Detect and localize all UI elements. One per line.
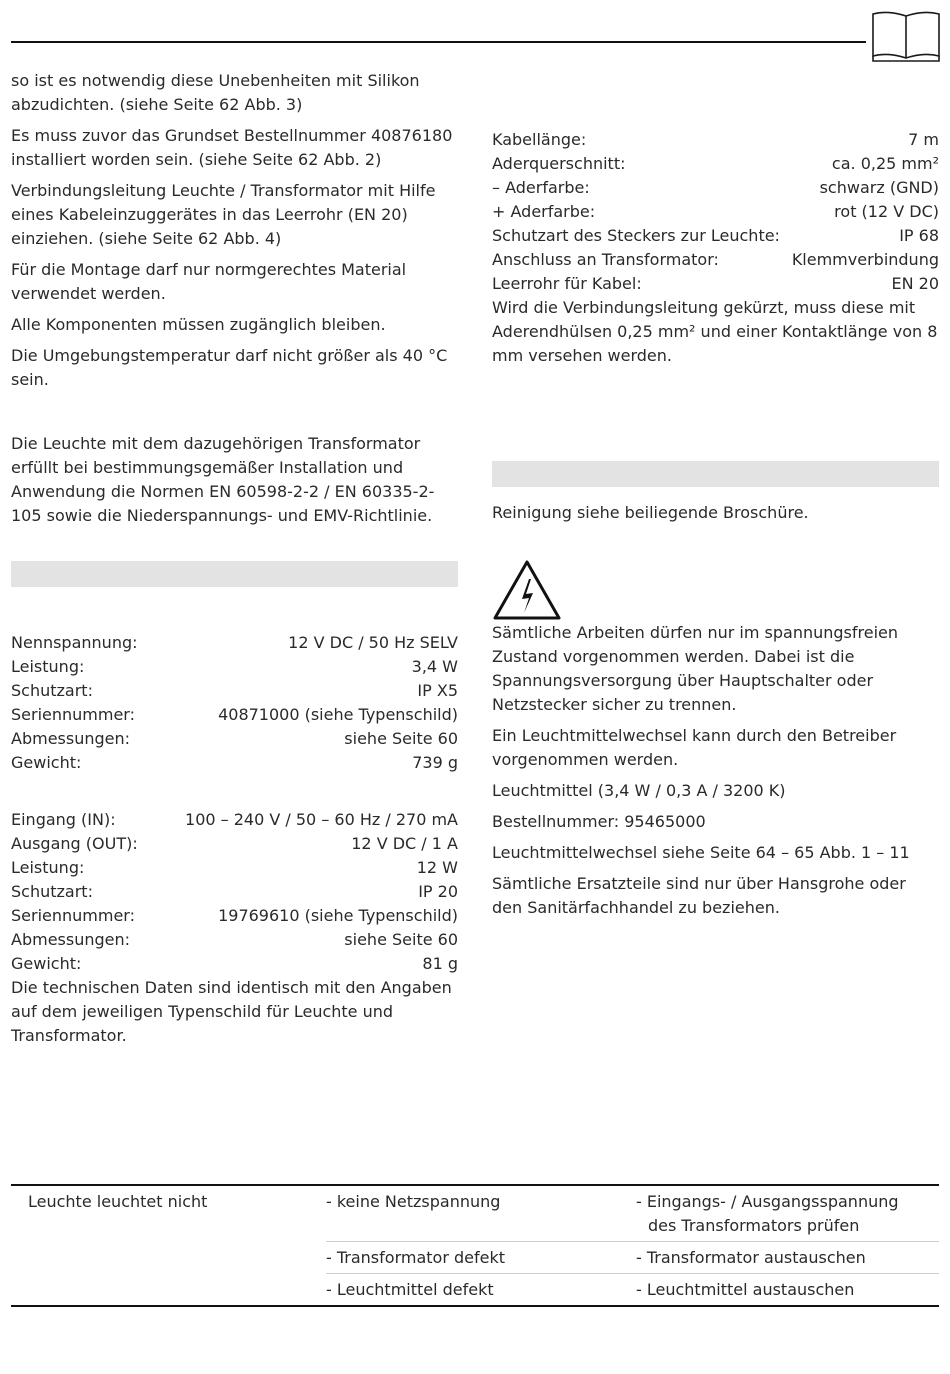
- paragraph: Leuchtmittelwechsel siehe Seite 64 – 65 Abb. 1 – 11: [492, 843, 910, 862]
- paragraph: Verbindungsleitung Leuchte / Transformator mit Hilfe eines Kabeleinzuggerätes in das Leerrohr (EN 20) einziehen. (siehe Seite 62 Abb. 4): [11, 181, 436, 248]
- spec-row: Gewicht: 81 g: [11, 954, 458, 973]
- cause-cell: - Transformator defekt: [326, 1242, 636, 1274]
- open-book-icon: [870, 8, 942, 64]
- spec-row: Gewicht: 739 g: [11, 753, 458, 772]
- cleaning-section: [492, 501, 939, 532]
- table-row: [326, 1274, 939, 1305]
- cleaning-text: Reinigung siehe beiliegende Broschüre.: [492, 503, 809, 522]
- spec-row: Ausgang (OUT): 12 V DC / 1 A: [11, 834, 458, 853]
- paragraph: Bestellnummer: 95465000: [492, 812, 706, 831]
- lamp-specs: [11, 631, 458, 775]
- spec-row: Seriennummer: 40871000 (siehe Typenschild): [11, 705, 458, 724]
- maintenance-section: [492, 559, 939, 927]
- spec-row: Eingang (IN): 100 – 240 V / 50 – 60 Hz / 270 mA: [11, 810, 458, 829]
- remedy-cell: - Transformator austauschen: [636, 1242, 939, 1274]
- spec-row: Leistung: 3,4 W: [11, 657, 458, 676]
- paragraph: Alle Komponenten müssen zugänglich bleiben.: [11, 315, 386, 334]
- paragraph: Die Umgebungstemperatur darf nicht größer als 40 °C sein.: [11, 346, 448, 389]
- cable-specs: [492, 128, 939, 375]
- paragraph: so ist es notwendig diese Unebenheiten mit Silikon abzudichten. (siehe Seite 62 Abb. 3): [11, 71, 420, 114]
- paragraph: Ein Leuchtmittelwechsel kann durch den Betreiber vorgenommen werden.: [492, 726, 897, 769]
- cable-note: Wird die Verbindungsleitung gekürzt, muss diese mit Aderendhülsen 0,25 mm² und einer Kontaktlänge von 8 mm versehen werden.: [492, 298, 938, 365]
- table-row: [326, 1186, 939, 1242]
- spec-row: + Aderfarbe: rot (12 V DC): [492, 202, 939, 221]
- spec-row: – Aderfarbe: schwarz (GND): [492, 178, 939, 197]
- paragraph: Für die Montage darf nur normgerechtes Material verwendet werden.: [11, 260, 407, 303]
- section-heading-bar: [11, 561, 458, 587]
- paragraph: Sämtliche Ersatzteile sind nur über Hansgrohe oder den Sanitärfachhandel zu beziehen.: [492, 874, 906, 917]
- paragraph: Leuchtmittel (3,4 W / 0,3 A / 3200 K): [492, 781, 786, 800]
- specs-note: Die technischen Daten sind identisch mit den Angaben auf dem jeweiligen Typenschild für Leuchte und Transformator.: [11, 978, 452, 1045]
- spec-row: Abmessungen: siehe Seite 60: [11, 930, 458, 949]
- spec-row: Anschluss an Transformator: Klemmverbindung: [492, 250, 939, 269]
- spec-row: Aderquerschnitt: ca. 0,25 mm²: [492, 154, 939, 173]
- spec-row: Schutzart: IP 20: [11, 882, 458, 901]
- table-bottom-rule: [11, 1305, 939, 1307]
- spec-row: Leistung: 12 W: [11, 858, 458, 877]
- paragraph: Es muss zuvor das Grundset Bestellnummer 40876180 installiert worden sein. (siehe Seite 62 Abb. 2): [11, 126, 453, 169]
- spec-row: Abmessungen: siehe Seite 60: [11, 729, 458, 748]
- spec-row: Schutzart: IP X5: [11, 681, 458, 700]
- conformity-text: Die Leuchte mit dem dazugehörigen Transformator erfüllt bei bestimmungsgemäßer Installation und Anwendung die Normen EN 60598-2-2 / EN 60335-2-105 sowie die Niederspannungs- und EMV-Richtlinie.: [11, 434, 435, 525]
- remedy-cell: - Eingangs- / Ausgangsspannung des Transformators prüfen: [636, 1186, 939, 1242]
- left-column: [11, 69, 458, 399]
- paragraph: Sämtliche Arbeiten dürfen nur im spannungsfreien Zustand vorgenommen werden. Dabei ist die Spannungsversorgung über Hauptschalter oder Netzstecker sicher zu trennen.: [492, 623, 899, 714]
- spec-row: Nennspannung: 12 V DC / 50 Hz SELV: [11, 633, 458, 652]
- table-row: [326, 1242, 939, 1274]
- cleaning-bar: [492, 461, 939, 487]
- conformity-section: [11, 432, 458, 535]
- spec-row: Schutzart des Steckers zur Leuchte: IP 68: [492, 226, 939, 245]
- cause-cell: - keine Netzspannung: [326, 1186, 636, 1242]
- technical-data-bar: [11, 561, 458, 587]
- cause-cell: - Leuchtmittel defekt: [326, 1280, 494, 1299]
- spec-row: Kabellänge: 7 m: [492, 130, 939, 149]
- transformer-specs: [11, 808, 458, 1055]
- remedy-cell: - Leuchtmittel austauschen: [636, 1280, 855, 1299]
- electrical-hazard-warning-icon: [492, 559, 562, 621]
- troubleshooting-table: [11, 1184, 939, 1307]
- header-rule: [11, 41, 866, 43]
- section-heading-bar: [492, 461, 939, 487]
- spec-row: Leerrohr für Kabel: EN 20: [492, 274, 939, 293]
- spec-row: Seriennummer: 19769610 (siehe Typenschild): [11, 906, 458, 925]
- fault-cell: Leuchte leuchtet nicht: [28, 1192, 208, 1211]
